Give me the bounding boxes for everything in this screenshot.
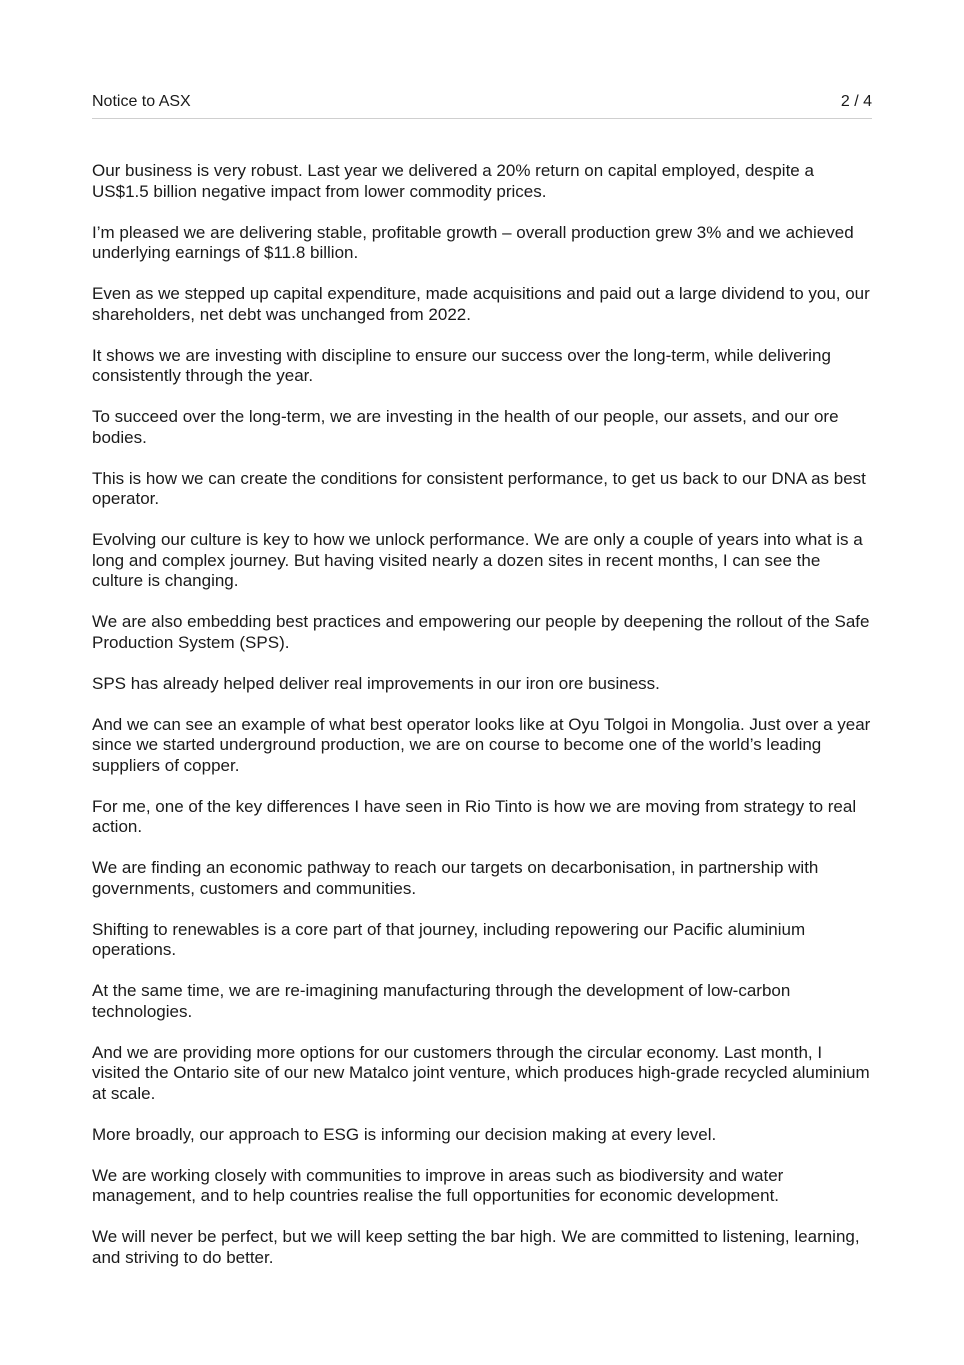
paragraph: We are finding an economic pathway to reach our targets on decarbonisation, in partnership with governments, customers and communities. [92,858,819,898]
paragraph: Evolving our culture is key to how we unlock performance. We are only a couple of years into what is a long and complex journey. But having visited nearly a dozen sites in recent months, I can see the culture is changing. [92,530,863,590]
paragraph: This is how we can create the conditions for consistent performance, to get us back to our DNA as best operator. [92,468,866,508]
paragraph: SPS has already helped deliver real improvements in our iron ore business. [92,673,660,693]
paragraph: We are also embedding best practices and empowering our people by deepening the rollout of the Safe Production System (SPS). [92,612,870,652]
paragraph: We are working closely with communities to improve in areas such as biodiversity and water management, and to help countries realise the full opportunities for economic development. [92,1165,784,1205]
paragraph: Shifting to renewables is a core part of that journey, including repowering our Pacific aluminium operations. [92,919,806,959]
paragraph: For me, one of the key differences I have seen in Rio Tinto is how we are moving from strategy to real action. [92,796,857,836]
paragraph: I’m pleased we are delivering stable, profitable growth – overall production grew 3% and we achieved underlying earnings of $11.8 billion. [92,222,854,262]
paragraph: And we can see an example of what best operator looks like at Oyu Tolgoi in Mongolia. Just over a year since we started underground production, we are on course to become one of the world’s leading suppliers of copper. [92,714,871,775]
document-body [92,161,874,1289]
document-title: Notice to ASX [92,93,191,110]
paragraph: More broadly, our approach to ESG is informing our decision making at every level. [92,1124,717,1144]
page-header [92,92,872,119]
paragraph: Even as we stepped up capital expenditure, made acquisitions and paid out a large dividend to you, our shareholders, net debt was unchanged from 2022. [92,284,870,324]
paragraph: It shows we are investing with discipline to ensure our success over the long-term, while delivering consistently through the year. [92,345,831,385]
paragraph: At the same time, we are re-imagining manufacturing through the development of low-carbon technologies. [92,981,791,1021]
paragraph: To succeed over the long-term, we are investing in the health of our people, our assets, and our ore bodies. [92,407,839,447]
paragraph: Our business is very robust. Last year we delivered a 20% return on capital employed, despite a US$1.5 billion negative impact from lower commodity prices. [92,161,814,201]
page-number: 2 / 4 [840,93,872,110]
paragraph: We will never be perfect, but we will keep setting the bar high. We are committed to listening, learning, and striving to do better. [92,1227,860,1267]
paragraph: And we are providing more options for our customers through the circular economy. Last month, I visited the Ontario site of our new Matalco joint venture, which produces high-grade recycled aluminium at scale. [92,1042,870,1103]
